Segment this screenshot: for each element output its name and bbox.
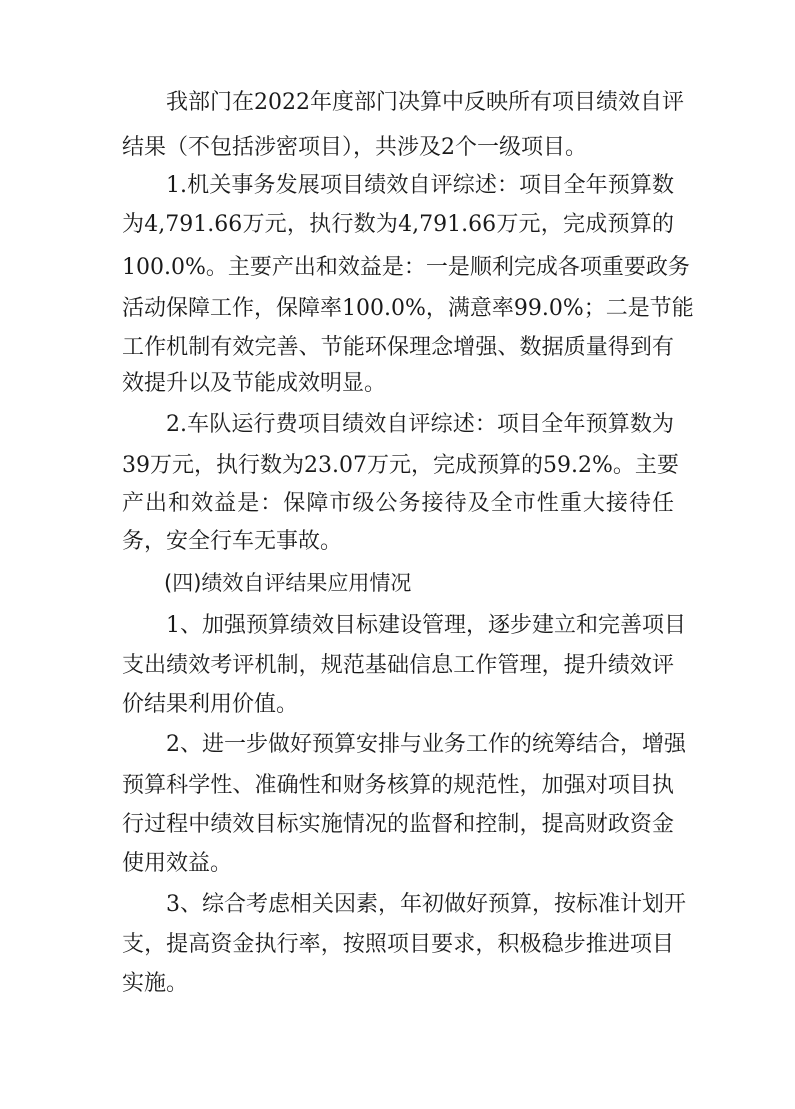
project-1-line-6 (0, 364, 795, 404)
item-3-text-3: 实施。 (122, 971, 189, 996)
item-3-line-3 (0, 964, 795, 1004)
intro-line-2 (0, 128, 795, 168)
project-1-text-1: 1.机关事务发展项目绩效自评综述：项目全年预算数 (166, 173, 674, 198)
item-3-line-1 (0, 885, 795, 925)
item-1-line-3 (0, 685, 795, 725)
item-2-text-2: 预算科学性、准确性和财务核算的规范性，加强对项目执 (122, 773, 674, 798)
section-heading: (四)绩效自评结果应用情况 (164, 571, 412, 595)
project-2-line-4 (0, 522, 795, 562)
item-3-line-2 (0, 925, 795, 965)
project-1-text-5: 工作机制有效完善、节能环保理念增强、数据质量得到有 (122, 335, 674, 360)
project-2-text-1: 2.车队运行费项目绩效自评综述：项目全年预算数为 (166, 412, 674, 437)
project-2-line-2 (0, 446, 795, 486)
project-2-line-3 (0, 484, 795, 524)
intro-line-1 (0, 83, 795, 123)
project-1-line-4 (0, 289, 795, 329)
project-2-text-3: 产出和效益是：保障市级公务接待及全市性重大接待任 (122, 491, 674, 516)
project-1-line-5 (0, 328, 795, 368)
item-1-text-2: 支出绩效考评机制，规范基础信息工作管理，提升绩效评 (122, 653, 674, 678)
project-1-text-6: 效提升以及节能成效明显。 (122, 371, 387, 396)
intro-text-2: 结果（不包括涉密项目），共涉及2个一级项目。 (122, 135, 587, 160)
item-2-text-3: 行过程中绩效目标实施情况的监督和控制，提高财政资金 (122, 812, 674, 837)
item-1-line-1 (0, 606, 795, 646)
project-1-text-4: 活动保障工作，保障率100.0%，满意率99.0%；二是节能 (122, 296, 694, 321)
item-1-text-1: 1、加强预算绩效目标建设管理，逐步建立和完善项目 (166, 613, 686, 638)
project-2-text-2: 39万元，执行数为23.07万元，完成预算的59.2%。主要 (122, 453, 679, 478)
project-1-text-2: 为4,791.66万元，执行数为4,791.66万元，完成预算的 (122, 212, 674, 237)
item-2-line-1 (0, 725, 795, 765)
item-1-text-3: 价结果利用价值。 (122, 692, 299, 717)
item-3-text-1: 3、综合考虑相关因素，年初做好预算，按标准计划开 (166, 892, 686, 917)
project-2-text-4: 务，安全行车无事故。 (122, 529, 343, 554)
project-1-line-1 (0, 166, 795, 206)
item-2-text-1: 2、进一步做好预算安排与业务工作的统筹结合，增强 (166, 732, 686, 757)
project-2-line-1 (0, 405, 795, 445)
project-1-line-3 (0, 248, 795, 288)
project-1-line-2 (0, 205, 795, 245)
section-heading-line (0, 563, 795, 603)
item-2-line-3 (0, 805, 795, 845)
item-2-text-4: 使用效益。 (122, 851, 233, 876)
item-2-line-4 (0, 844, 795, 884)
intro-text-1: 我部门在2022年度部门决算中反映所有项目绩效自评 (166, 90, 684, 115)
project-1-text-3: 100.0%。主要产出和效益是：一是顺利完成各项重要政务 (122, 255, 690, 280)
item-1-line-2 (0, 646, 795, 686)
item-2-line-2 (0, 766, 795, 806)
item-3-text-2: 支，提高资金执行率，按照项目要求，积极稳步推进项目 (122, 932, 674, 957)
